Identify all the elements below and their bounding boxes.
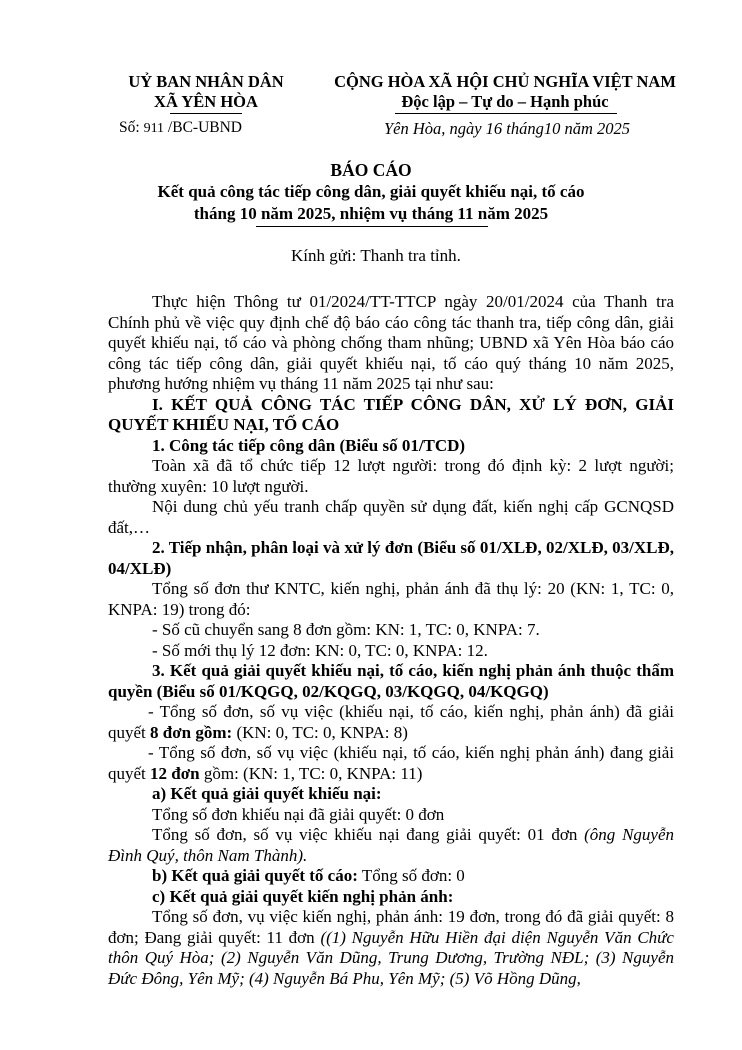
paragraph-c-italic: ((1) Nguyễn Hữu Hiền đại diện Nguyễn Văn Chức thôn Quý Hòa; (2) Nguyễn Văn Dũng, Trung Dương, Trường NĐL; (3) Nguyễn Đức Đông, Yên Mỹ; (4) Nguyễn Bá Phu, Yên Mỹ; (5) Võ Hồng Dũng, [108,927,674,988]
paragraph-a2 [108,825,674,866]
doc-number-prefix: Số: [119,119,140,136]
doc-number-suffix: /BC-UBND [167,119,242,136]
nation-title: CỘNG HÒA XÃ HỘI CHỦ NGHĨA VIỆT NAM [334,72,676,91]
paragraph-1b: Nội dung chủ yếu tranh chấp quyền sử dụng đất, kiến nghị cấp GCNQSD đất,… [108,497,674,537]
heading-b-bold: b) Kết quả giải quyết tố cáo: [152,866,358,885]
agency-underline [170,113,242,114]
heading-2: 2. Tiếp nhận, phân loại và xử lý đơn (Biểu số 01/XLĐ, 02/XLĐ, 03/XLĐ, 04/XLĐ) [108,538,674,578]
recipient: Kính gửi: Thanh tra tỉnh. [291,246,461,265]
heading-3: 3. Kết quả giải quyết khiếu nại, tố cáo, kiến nghị phản ánh thuộc thẩm quyền (Biểu số 01/KQGQ, 02/KQGQ, 03/KQGQ, 04/KQGQ) [108,661,674,701]
paragraph-c [108,907,674,989]
agency-line2: XÃ YÊN HÒA [154,92,258,111]
heading-c: c) Kết quả giải quyết kiến nghị phản ánh: [152,886,454,906]
paragraph-2c: - Số mới thụ lý 12 đơn: KN: 0, TC: 0, KNPA: 12. [152,640,488,660]
report-title: BÁO CÁO [330,160,412,180]
paragraph-a1: Tổng số đơn khiếu nại đã giải quyết: 0 đơn [152,804,445,824]
heading-b-text: Tổng số đơn: 0 [357,866,465,885]
date-line: Yên Hòa, ngày 16 tháng10 năm 2025 [383,119,631,138]
paragraph-1a: Toàn xã đã tổ chức tiếp 12 lượt người: trong đó định kỳ: 2 lượt người; thường xuyên: 10 lượt người. [108,456,674,496]
report-subtitle-1: Kết quả công tác tiếp công dân, giải quyết khiếu nại, tố cáo [157,182,585,201]
paragraph-3a-text: - Tổng số đơn, số vụ việc (khiếu nại, tố cáo, kiến nghị, phản ánh) đã giải quyết [108,702,674,742]
heading-a: a) Kết quả giải quyết khiếu nại: [152,784,382,803]
nation-motto: Độc lập – Tự do – Hạnh phúc [401,92,609,111]
paragraph-3b-bold: 12 đơn [150,763,200,783]
paragraph-3b-tail: gồm: (KN: 1, TC: 0, KNPA: 11) [199,763,423,783]
paragraph-3b [108,743,674,784]
paragraph-3b-text: - Tổng số đơn, số vụ việc (khiếu nại, tố cáo, kiến nghị phản ánh) đang giải quyết [108,743,674,783]
intro-paragraph: Thực hiện Thông tư 01/2024/TT-TTCP ngày 20/01/2024 của Thanh tra Chính phủ về việc quy định chế độ báo cáo công tác thanh tra, tiếp công dân, giải quyết khiếu nại, tố cáo và phòng chống tham nhũng; UBND xã Yên Hòa báo cáo công tác tiếp công dân, giải quyết khiếu nại, tố cáo quý tháng 10 năm 2025, phương hướng nhiệm vụ tháng 11 năm 2025 tại như sau: [108,292,674,393]
paragraph-3a [108,702,674,743]
doc-number-value: 911 [143,121,165,136]
title-underline [256,226,488,227]
paragraph-3a-bold: 8 đơn gồm: [150,722,233,742]
section-1-heading: I. KẾT QUẢ CÔNG TÁC TIẾP CÔNG DÂN, XỬ LÝ ĐƠN, GIẢI QUYẾT KHIẾU NẠI, TỐ CÁO [108,394,674,434]
motto-underline [395,113,617,114]
heading-b [108,866,674,887]
paragraph-3a-tail: (KN: 0, TC: 0, KNPA: 8) [232,722,408,742]
report-body [108,292,674,989]
paragraph-a2-text: Tổng số đơn, số vụ việc khiếu nại đang giải quyết: 01 đơn [152,825,585,844]
agency-line1: UỶ BAN NHÂN DÂN [128,72,284,91]
paragraph-c-text: Tổng số đơn, vụ việc kiến nghị, phản ánh: 19 đơn, trong đó đã giải quyết: 8 đơn; Đang giải quyết: 11 đơn [108,907,674,947]
report-subtitle-2: tháng 10 năm 2025, nhiệm vụ tháng 11 năm 2025 [193,204,549,223]
paragraph-2a: Tổng số đơn thư KNTC, kiến nghị, phản ánh đã thụ lý: 20 (KN: 1, TC: 0, KNPA: 19) trong đó: [108,579,674,619]
document-number [119,119,242,137]
heading-1: 1. Công tác tiếp công dân (Biểu số 01/TCD) [152,435,466,455]
paragraph-a2-italic: (ông Nguyễn Đình Quý, thôn Nam Thành). [108,825,674,865]
paragraph-2b: - Số cũ chuyển sang 8 đơn gồm: KN: 1, TC: 0, KNPA: 7. [152,620,540,639]
